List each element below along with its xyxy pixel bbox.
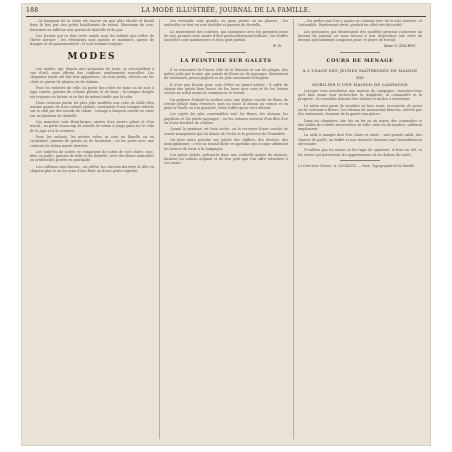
- section-heading-peinture: LA PEINTURE SUR GALETS: [180, 57, 272, 64]
- column-left: [30, 19, 154, 439]
- section-heading-cours-de-menage: COURS DE MÉNAGE: [326, 57, 394, 64]
- column-intro: …les perles que l'on y ajoute se cousent avec de la soie assortie, et l'ensemble, légèrement verni, produit un effet très décoratif.: [298, 19, 422, 28]
- paragraph: On peut aussi peindre sur galets des chiffres, des devises, des monogrammes ; c'est un travail facile et agréable qui occupe utilement les heures de loisir à la campagne.: [164, 137, 288, 151]
- column-intro: Les personnes qui désireraient des modèles peuvent s'adresser au bureau du journal, où nous tenons à leur disposition une série de dessins spécialement composés pour ce genre de travail.: [298, 29, 422, 43]
- journal-title: LA MODE ILLUSTRÉE, JOURNAL DE LA FAMILLE.: [141, 7, 311, 14]
- separator-rule: [206, 52, 246, 53]
- paragraph: Ces petits objets, présentés dans une corbeille garnie de mousse, forment un cadeau original et de bon goût que l'on offre volontiers à ses amies.: [164, 152, 288, 166]
- paragraph: Nous citerons parmi les plus jolis modèles une robe de faille bleu marine garnie de trois volants plissés, surmontés d'une tunique relevée sur le côté par des nœuds de ruban ; corsage à basques ouvert en cœur sur un plastron de dentelle.: [30, 100, 154, 118]
- paragraph: Quand la peinture est bien sèche, on la recouvre d'une couche de vernis transparent qui lui donne de l'éclat et la préserve de l'humidité.: [164, 127, 288, 136]
- signature: Mme G. DOLEDY.: [383, 44, 416, 49]
- column-intro: …la longueur de la visite est encore un peu plus étroite et formé dans le bas par des petits bouillonnés de ruban. Manteaux de soie, fourrures en taffetas noir garnis de dentelle et de jais.: [30, 19, 154, 32]
- paragraph: Les modes, qui, depuis une quinzaine de jours, se renouvellent à vue d'œil, nous offrent des coiffures entièrement nouvelles. Les chapeaux ronds ont fait leur apparition ; ils sont petits, relevés sur les côtés et garnis de plumes ou de rubans.: [30, 66, 154, 84]
- header-rule: [26, 16, 426, 17]
- paragraph: Il n'est pas besoin pour cela d'être un grand artiste ; il suffit de choisir des galets bien lisses, de les laver avec soin et de les laisser sécher au soleil avant de commencer le travail.: [164, 82, 288, 96]
- page-header: [26, 6, 426, 16]
- imprint-notice: Le Directeur-Gérant : A. GOUBAUD. — Paris. Typographie de la Famille.: [298, 163, 416, 168]
- paragraph: La salle à manger doit être claire et aérée ; une grande table, des chaises de paille, un buffet et une desserte forment tout l'ameublement nécessaire.: [298, 133, 422, 147]
- column-divider: [293, 19, 294, 439]
- paragraph: N'oubliez pas les nattes et les tapis de sparterie, si frais en été, et les stores qui préservent les appartements de la chaleur du soleil.: [298, 148, 422, 157]
- paragraph: Les sujets les plus convenables sont les fleurs, les oiseaux, les papillons et les petits paysages ; on les entoure souvent d'un filet d'or ou d'une bordure de couleur.: [164, 112, 288, 126]
- paragraph: Lorsque vous meublerez une maison de campagne, souvenez-vous qu'il faut avant tout rechercher la simplicité, la commodité et la propreté ; les meubles doivent être solides et faciles à entretenir.: [298, 88, 422, 102]
- paragraph: Dans les chambres, des lits en fer ou en noyer, des commodes et des tables de toilette recouvertes de toile cirée ou de marbre, suffisent amplement.: [298, 118, 422, 132]
- section-title: MOBILIER D'UNE MAISON DE CAMPAGNE: [312, 81, 408, 87]
- paragraph: Il se rencontre de l'autre côté de la Manche et sur les plages, des galets polis par la mer, qui, peints de fleurs ou de paysages, deviennent de charmants presse-papiers et de jolis ornements d'étagère.: [164, 67, 288, 81]
- paragraph: Pour les enfants, les petites robes se font en flanelle ou en cachemire, garnies de galons ou de broderies ; on les porte avec une ceinture de ruban nouée derrière.: [30, 134, 154, 148]
- separator-rule: [340, 52, 380, 53]
- paragraph: On prépare d'abord la surface avec une légère couche de blanc de céruse délayé dans l'essence, puis on trace le dessin au crayon et on peint à l'huile ou à la gouache, selon l'effet qu'on veut obtenir.: [164, 97, 288, 111]
- paragraph: Le salon sera garni de meubles en bois verni, recouverts de perse ou de cretonne à fleurs ; les rideaux de mousseline blanche, relevés par des embrasses, donnent de la gaieté aux pièces.: [298, 103, 422, 117]
- column-intro: Les formes qui se font cette année sont les mêmes que celles de l'hiver dernier ; les vêtements sont ajustés et montants, garnis de franges et de passementerie ; le noir domine toujours.: [30, 33, 154, 47]
- column-right: [298, 19, 422, 439]
- section-number: XXI: [356, 74, 364, 80]
- column-divider: [159, 19, 160, 439]
- column-intro: Les éventails sont grands, en gaze peinte ou en plumes ; les ombrelles se font en soie doublée et garnies de dentelle.: [164, 19, 288, 28]
- column-middle: [164, 19, 288, 439]
- paragraph: Les coiffures sont basses ; on relève les cheveux derrière la tête en chignon plat et on les orne d'une fleur ou d'une petite aigrette.: [30, 164, 154, 174]
- column-intro: Le mouvement des toilettes, qui commence avec les premiers jours de mai, promet cette année d'être particulièrement brillant ; les étoffes nouvelles sont nombreuses et d'un goût parfait.: [164, 29, 288, 43]
- paragraph: Les manches sont demi-larges, ornées d'un revers plissé et d'un nœud ; on porte beaucoup de nœuds de ruban à longs pans sur le côté de la jupe et à la ceinture.: [30, 120, 154, 133]
- section-heading-modes: MODES: [67, 51, 117, 62]
- newspaper-page: [22, 4, 430, 445]
- paragraph: Pour les toilettes de ville, on porte des robes de laine ou de soie à jupe courte, garnies de volants plissés et de biais ; la tunique drapée est toujours en faveur et se fait de même étoffe que la robe.: [30, 85, 154, 99]
- paragraph: Les toilettes de soirée se composent de robes de soie claire, rose, bleu ou paille, garnies de tulle et de dentelle, avec des fleurs naturelles ou artificielles posées en guirlande.: [30, 149, 154, 163]
- page-number: 188: [26, 7, 39, 14]
- signature: E. R.: [273, 44, 282, 49]
- separator-rule: [340, 160, 380, 161]
- section-subheading: À L'USAGE DES JEUNES MAÎTRESSES DE MAISON: [302, 67, 418, 73]
